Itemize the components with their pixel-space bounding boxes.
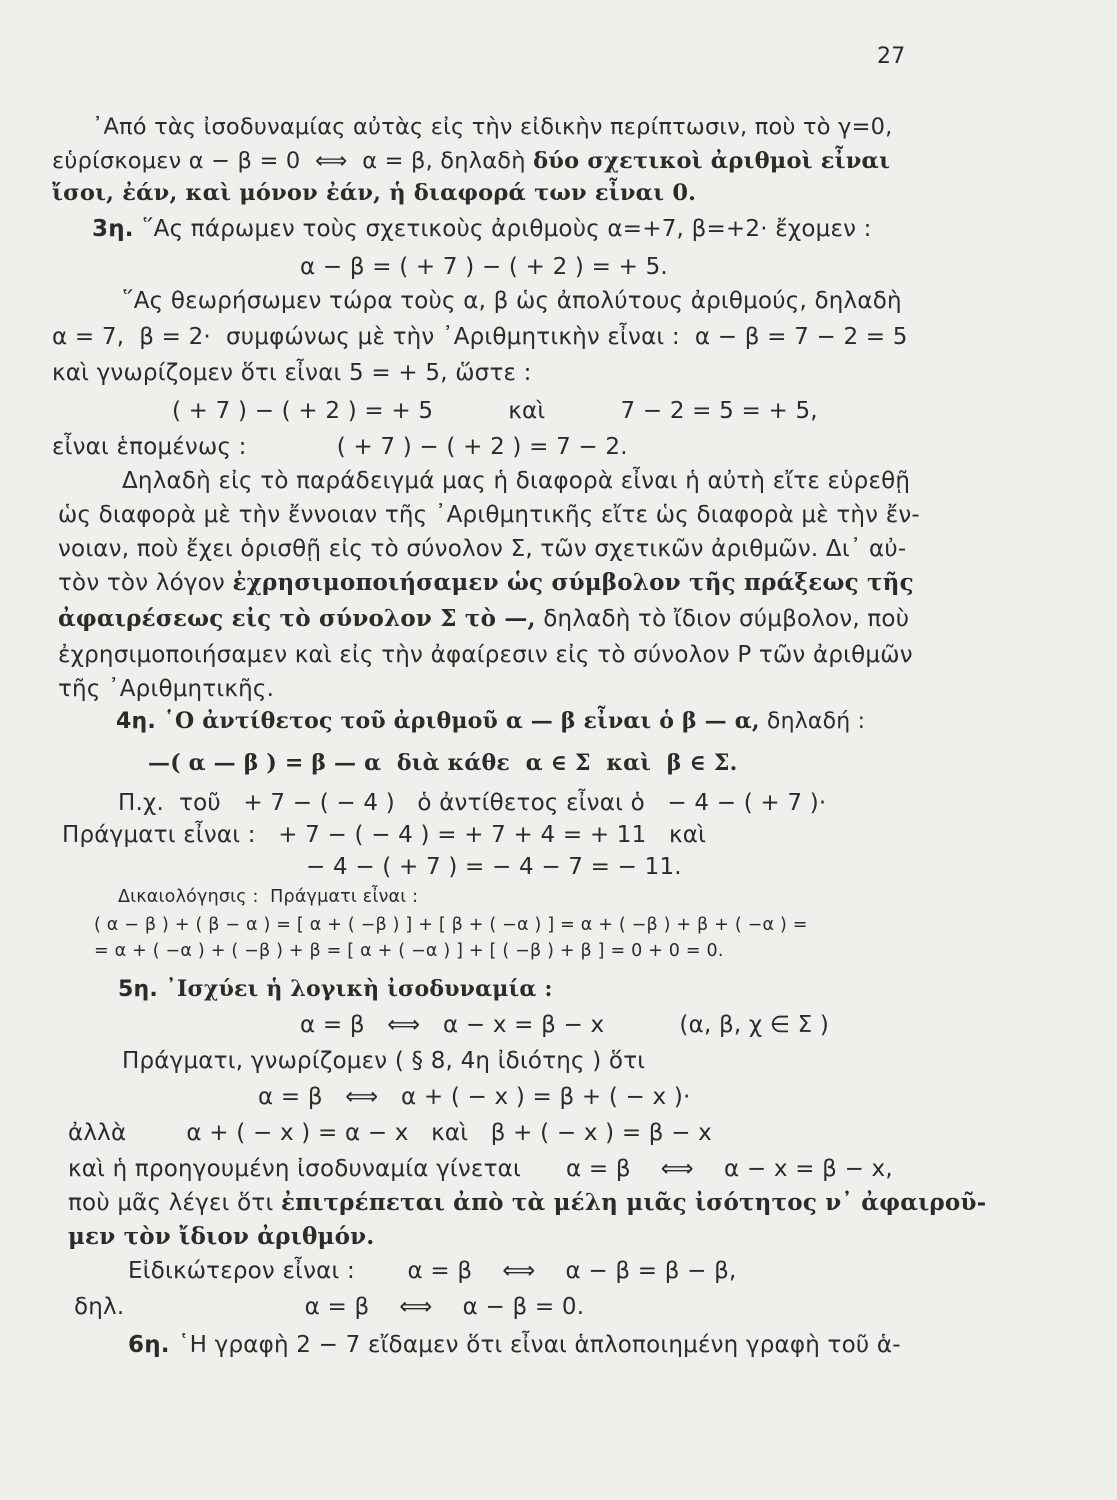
bold-text: ᾿Ισχύει ἡ λογικὴ ἰσοδυναμία :: [165, 976, 553, 1002]
text-segment: καὶ γνωρίζομεν ὅτι εἶναι 5 = + 5, ὥστε :: [52, 360, 532, 386]
text-line: [58, 500, 920, 530]
text-line: [62, 820, 706, 850]
text-segment: α = 7, β = 2· συμφώνως μὲ τὴν ᾿Αριθμητικὴν εἶναι : α − β = 7 − 2 = 5: [52, 324, 908, 350]
text-segment: ῞Ας πάρωμεν τοὺς σχετικοὺς ἀριθμοὺς α=+7, β=+2· ἔχομεν :: [141, 216, 872, 242]
bold-text: μεν τὸν ἴδιον ἀριθμόν.: [68, 1223, 375, 1250]
text-line: [172, 396, 818, 426]
text-segment: ᾿Από τὰς ἰσοδυναμίας αὐτὰς εἰς τὴν εἰδικὴν περίπτωσιν, ποὺ τὸ γ=0,: [92, 114, 893, 140]
text-segment: Πράγματι εἶναι : + 7 − ( − 4 ) = + 7 + 4 = + 11 καὶ: [62, 822, 707, 848]
text-line: [300, 252, 668, 282]
text-line: [58, 604, 909, 634]
text-segment: δηλαδὴ τὸ ἴδιον σύμβολον, ποὺ: [535, 606, 910, 632]
text-segment: ὡς διαφορὰ μὲ τὴν ἔννοιαν τῆς ᾿Αριθμητικῆς εἴτε ὡς διαφορὰ μὲ τὴν ἔν-: [58, 502, 920, 528]
text-segment: νοιαν, ποὺ ἔχει ὁρισθῇ εἰς τὸ σύνολον Σ, τῶν σχετικῶν ἀριθμῶν. Δι᾿ αὐ-: [58, 536, 907, 562]
text-line: [128, 1330, 901, 1360]
text-segment: δηλ. α = β ⟺ α − β = 0.: [74, 1294, 585, 1320]
bold-text: ἴσοι, ἐάν, καὶ μόνον ἐάν, ἡ διαφορά των εἶναι 0.: [52, 180, 697, 206]
text-line: [68, 1188, 986, 1218]
text-segment: ἐχρησιμοποιήσαμεν καὶ εἰς τὴν ἀφαίρεσιν εἰς τὸ σύνολον Ρ τῶν ἀριθμῶν: [58, 642, 913, 668]
text-line: [52, 178, 696, 208]
text-line: [128, 1256, 737, 1286]
paragraph-number: 6η.: [128, 1332, 178, 1358]
text-segment: α = β ⟺ α + ( − x ) = β + ( − x )·: [258, 1084, 691, 1110]
text-line: [52, 322, 908, 352]
text-segment: εὑρίσκομεν α − β = 0 ⟺ α = β, δηλαδὴ: [52, 148, 534, 174]
paragraph-number: 5η.: [118, 977, 166, 1002]
text-segment: Εἰδικώτερον εἶναι : α = β ⟺ α − β = β − β,: [128, 1258, 737, 1284]
text-segment: Δικαιολόγησις : Πράγματι εἶναι :: [118, 887, 419, 907]
paragraph-number: 3η.: [92, 216, 142, 242]
text-segment: α − β = ( + 7 ) − ( + 2 ) = + 5.: [300, 254, 668, 280]
text-line: [122, 286, 902, 316]
text-line: [306, 852, 682, 882]
text-line: [148, 748, 737, 779]
text-segment: ποὺ μᾶς λέγει ὅτι: [68, 1190, 281, 1216]
text-line: [68, 1154, 893, 1184]
bold-text: ῾Ο ἀντίθετος τοῦ ἀριθμοῦ α — β εἶναι ὁ β — α,: [163, 708, 760, 734]
bold-text: —( α — β ) = β — α διὰ κάθε α ∈ Σ καὶ β ∈ Σ.: [148, 750, 738, 776]
text-line: [116, 706, 865, 737]
text-segment: εἶναι ἑπομένως : ( + 7 ) − ( + 2 ) = 7 − 2.: [52, 434, 628, 460]
text-line: [118, 884, 418, 910]
text-line: [52, 432, 628, 462]
text-line: [92, 214, 872, 244]
text-line: [94, 912, 808, 938]
page-number: 27: [877, 44, 906, 69]
text-segment: Δηλαδὴ εἰς τὸ παράδειγμά μας ἡ διαφορὰ εἶναι ἡ αὐτὴ εἴτε εὑρεθῇ: [122, 468, 911, 494]
text-line: [118, 974, 553, 1005]
text-segment: καὶ ἡ προηγουμένη ἰσοδυναμία γίνεται α = β ⟺ α − x = β − x,: [68, 1156, 893, 1182]
text-segment: = α + ( −α ) + ( −β ) + β = [ α + ( −α ) ] + [ ( −β ) + β ] = 0 + 0 = 0.: [94, 941, 724, 961]
text-segment: − 4 − ( + 7 ) = − 4 − 7 = − 11.: [306, 854, 682, 880]
text-line: [118, 788, 826, 818]
text-line: [68, 1222, 374, 1252]
text-segment: Πράγματι, γνωρίζομεν ( § 8, 4η ἰδιότης ) ὅτι: [122, 1048, 646, 1074]
text-segment: ( + 7 ) − ( + 2 ) = + 5 καὶ 7 − 2 = 5 = + 5,: [172, 398, 818, 424]
text-line: [122, 1046, 645, 1076]
text-segment: α = β ⟺ α − x = β − x (α, β, χ ∈ Σ ): [300, 1012, 830, 1038]
text-segment: ῾Η γραφὴ 2 − 7 εἴδαμεν ὅτι εἶναι ἁπλοποιημένη γραφὴ τοῦ ἁ-: [177, 1332, 901, 1358]
text-segment: ῞Ας θεωρήσωμεν τώρα τοὺς α, β ὡς ἀπολύτους ἀριθμούς, δηλαδὴ: [122, 288, 902, 314]
text-line: [68, 1118, 712, 1148]
text-line: [94, 938, 724, 964]
text-line: [258, 1082, 691, 1112]
text-line: [74, 1292, 584, 1322]
text-line: [52, 146, 890, 176]
text-segment: τῆς ᾿Αριθμητικῆς.: [58, 676, 275, 702]
bold-text: ἐπιτρέπεται ἀπὸ τὰ μέλη μιᾶς ἰσότητος ν᾿ ἀφαιροῦ-: [280, 1189, 987, 1216]
text-line: [58, 568, 914, 598]
bold-text: δύο σχετικοὶ ἀριθμοὶ εἶναι: [533, 148, 891, 174]
text-line: [52, 358, 532, 388]
text-segment: Π.χ. τοῦ + 7 − ( − 4 ) ὁ ἀντίθετος εἶναι ὁ − 4 − ( + 7 )·: [118, 790, 827, 816]
text-line: [300, 1010, 829, 1040]
text-segment: δηλαδή :: [759, 709, 866, 734]
paragraph-number: 4η.: [116, 709, 164, 734]
text-line: [58, 640, 913, 670]
bold-text: ἀφαιρέσεως εἰς τὸ σύνολον Σ τὸ —,: [58, 605, 536, 632]
bold-text: ἐχρησιμοποιήσαμεν ὡς σύμβολον τῆς πράξεως τῆς: [232, 569, 914, 596]
text-segment: τὸν τὸν λόγον: [58, 570, 233, 596]
text-segment: ( α − β ) + ( β − α ) = [ α + ( −β ) ] + [ β + ( −α ) ] = α + ( −β ) + β + ( −α ) =: [94, 915, 808, 935]
text-line: [122, 466, 910, 496]
text-segment: ἀλλὰ α + ( − x ) = α − x καὶ β + ( − x ) = β − x: [68, 1120, 712, 1146]
text-line: [92, 112, 893, 142]
text-line: [58, 674, 274, 704]
text-line: [58, 534, 906, 564]
